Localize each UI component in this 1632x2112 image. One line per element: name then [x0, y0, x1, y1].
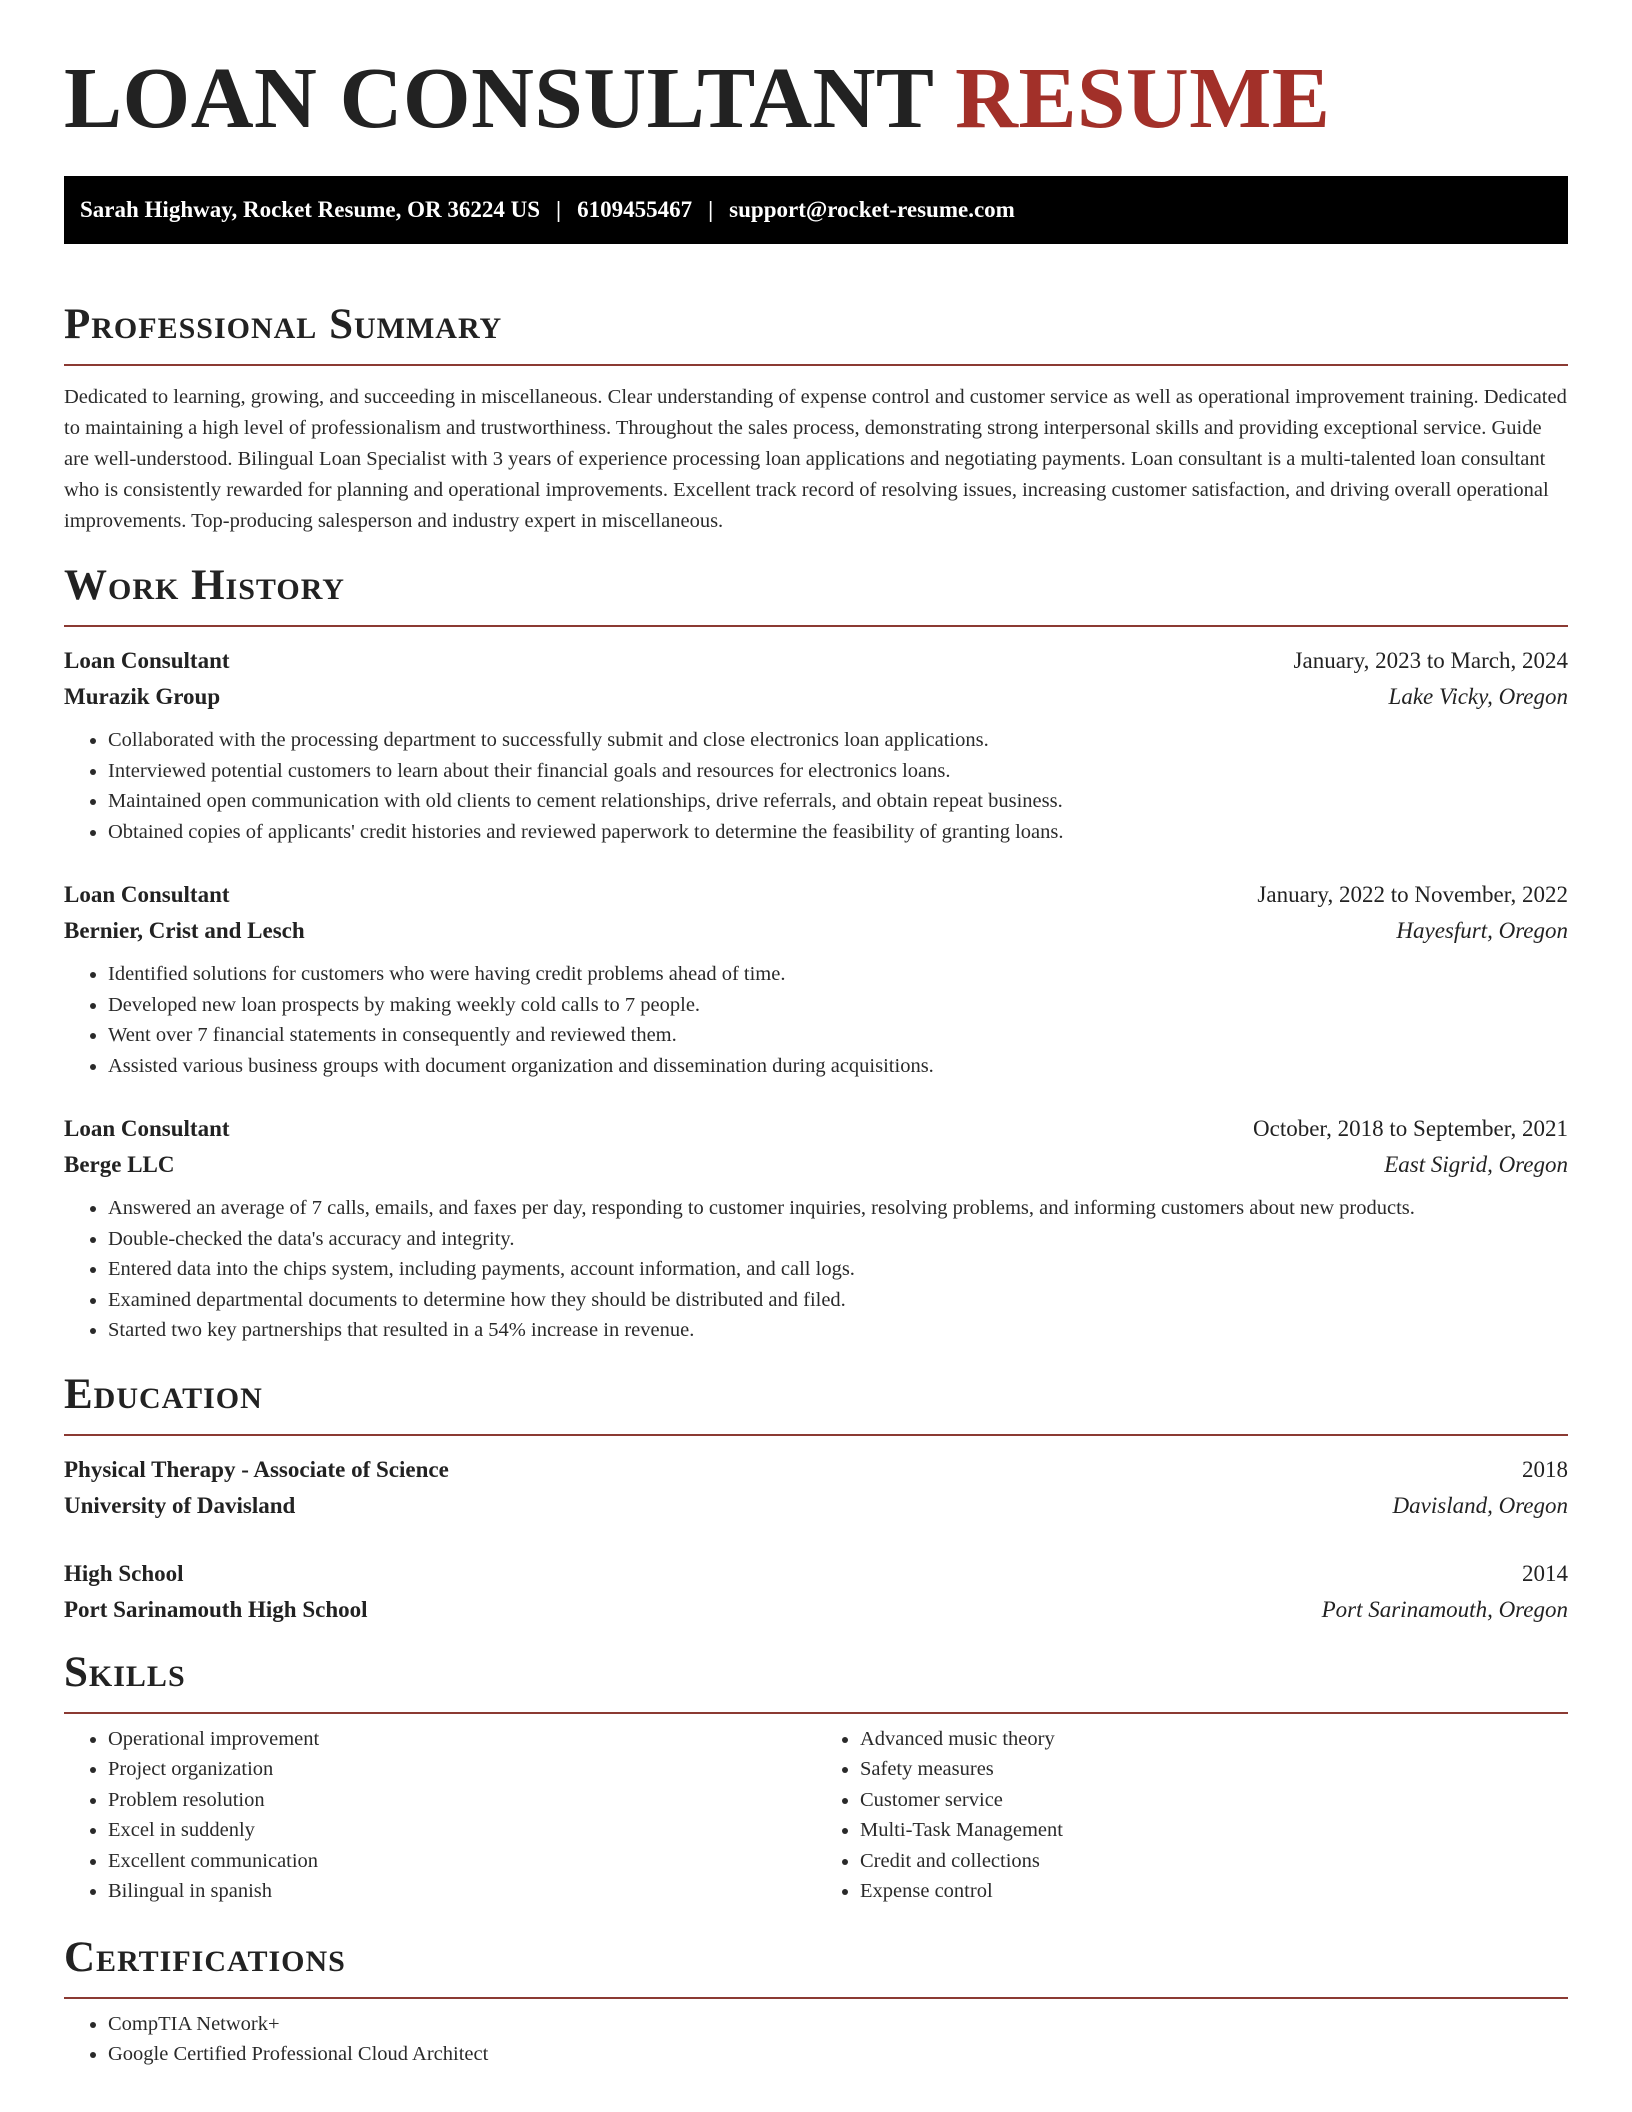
education-school: Port Sarinamouth High School [64, 1596, 368, 1622]
contact-address: Sarah Highway, Rocket Resume, OR 36224 US [80, 197, 541, 222]
job-dates: January, 2022 to November, 2022 [1257, 882, 1568, 907]
resume-page [64, 0, 1568, 2070]
education-degree: High School [64, 1560, 184, 1586]
job-bullet: • Identified solutions for customers who were having credit problems ahead of time. [108, 959, 1568, 990]
job-title: Loan Consultant [64, 648, 230, 673]
certification-item: • CompTIA Network+ [108, 2009, 1568, 2040]
education-degree: Physical Therapy - Associate of Science [64, 1456, 449, 1482]
job-bullet: • Interviewed potential customers to learn about their financial goals and resources for electronics loans. [108, 756, 1568, 787]
job-entry [64, 643, 1568, 847]
skill-item: • Advanced music theory [860, 1724, 1568, 1755]
section-heading-work-history: Work History [64, 561, 1568, 627]
summary-text: Dedicated to learning, growing, and succeeding in miscellaneous. Clear understanding of expense control and customer service as well as operational improvement training. Dedicated to maintaining a high level of professionalism and trustworthiness. Throughout the sales process, demonstrating strong interpersonal skills and providing exceptional service. Guide are well-understood. Bilingual Loan Specialist with 3 years of experience processing loan applications and negotiating payments. Loan consultant is a multi-talented loan consultant who is consistently rewarded for planning and operational improvements. Excellent track record of resolving issues, increasing customer satisfaction, and driving overall operational improvements. Top-producing salesperson and industry expert in miscellaneous. [64, 386, 1567, 532]
job-title: Loan Consultant [64, 882, 230, 907]
skill-item: • Customer service [860, 1785, 1568, 1816]
education-section [64, 1370, 1568, 1628]
section-heading-education: Education [64, 1370, 1568, 1436]
job-company: Murazik Group [64, 684, 221, 709]
skill-item: • Project organization [108, 1754, 816, 1785]
skill-item: • Multi-Task Management [860, 1815, 1568, 1846]
contact-phone: 6109455467 [577, 197, 693, 222]
skill-item: • Excellent communication [108, 1846, 816, 1877]
job-bullets [64, 959, 1568, 1081]
section-heading-skills: Skills [64, 1648, 1568, 1714]
resume-title [64, 0, 1568, 146]
contact-email[interactable]: support@rocket-resume.com [729, 197, 1015, 222]
skills-section [64, 1648, 1568, 1907]
job-company-row [64, 1147, 1568, 1183]
skill-item: • Excel in suddenly [108, 1815, 816, 1846]
job-location: East Sigrid, Oregon [1384, 1152, 1568, 1177]
job-bullet: • Collaborated with the processing department to successfully submit and close electronics loan applications. [108, 725, 1568, 756]
contact-bar [64, 176, 1568, 244]
skill-item: • Problem resolution [108, 1785, 816, 1816]
job-bullet: • Developed new loan prospects by making weekly cold calls to 7 people. [108, 990, 1568, 1021]
section-heading-certifications: Certifications [64, 1933, 1568, 1999]
contact-separator: | [708, 197, 714, 222]
education-school-row [64, 1488, 1568, 1524]
skill-item: • Safety measures [860, 1754, 1568, 1785]
job-entry [64, 877, 1568, 1081]
skill-item: • Bilingual in spanish [108, 1876, 816, 1907]
education-entry [64, 1556, 1568, 1628]
job-bullets [64, 725, 1568, 847]
job-location: Lake Vicky, Oregon [1388, 684, 1568, 709]
certification-item: • Google Certified Professional Cloud Architect [108, 2039, 1568, 2070]
education-entry [64, 1452, 1568, 1524]
summary-section [64, 300, 1568, 537]
skill-item: • Operational improvement [108, 1724, 816, 1755]
title-main: LOAN CONSULTANT [64, 49, 933, 146]
job-company-row [64, 679, 1568, 715]
education-location: Port Sarinamouth, Oregon [1321, 1596, 1568, 1622]
education-school: University of Davisland [64, 1492, 296, 1518]
job-bullet: • Assisted various business groups with document organization and dissemination during acquisitions. [108, 1051, 1568, 1082]
job-dates: January, 2023 to March, 2024 [1293, 648, 1568, 673]
job-bullet: • Maintained open communication with old clients to cement relationships, drive referrals, and obtain repeat business. [108, 786, 1568, 817]
job-bullet: • Answered an average of 7 calls, emails, and faxes per day, responding to customer inquiries, resolving problems, and informing customers about new products. [108, 1193, 1568, 1224]
title-accent: RESUME [955, 49, 1331, 146]
education-year: 2014 [1522, 1560, 1568, 1586]
job-bullet: • Double-checked the data's accuracy and integrity. [108, 1224, 1568, 1255]
skills-list-right [816, 1724, 1568, 1907]
job-bullet: • Examined departmental documents to determine how they should be distributed and filed. [108, 1285, 1568, 1316]
certifications-section [64, 1933, 1568, 2070]
job-company: Berge LLC [64, 1152, 175, 1177]
education-degree-row [64, 1452, 1568, 1488]
certifications-list [64, 2009, 1568, 2070]
skills-list-left [64, 1724, 816, 1907]
job-bullet: • Started two key partnerships that resulted in a 54% increase in revenue. [108, 1315, 1568, 1346]
job-bullet: • Went over 7 financial statements in consequently and reviewed them. [108, 1020, 1568, 1051]
education-school-row [64, 1592, 1568, 1628]
job-title-row [64, 1111, 1568, 1147]
job-title: Loan Consultant [64, 1116, 230, 1141]
skills-columns [64, 1714, 1568, 1907]
job-bullet: • Obtained copies of applicants' credit histories and reviewed paperwork to determine the feasibility of granting loans. [108, 817, 1568, 848]
work-history-section [64, 561, 1568, 1346]
job-bullets [64, 1193, 1568, 1346]
job-title-row [64, 877, 1568, 913]
job-company-row [64, 913, 1568, 949]
job-title-row [64, 643, 1568, 679]
skill-item: • Expense control [860, 1876, 1568, 1907]
job-bullet: • Entered data into the chips system, including payments, account information, and call logs. [108, 1254, 1568, 1285]
education-location: Davisland, Oregon [1392, 1492, 1568, 1518]
contact-separator: | [556, 197, 562, 222]
job-entry [64, 1111, 1568, 1346]
skill-item: • Credit and collections [860, 1846, 1568, 1877]
section-heading-summary: Professional Summary [64, 300, 1568, 366]
education-year: 2018 [1522, 1456, 1568, 1482]
job-location: Hayesfurt, Oregon [1396, 918, 1568, 943]
job-dates: October, 2018 to September, 2021 [1253, 1116, 1568, 1141]
education-degree-row [64, 1556, 1568, 1592]
job-company: Bernier, Crist and Lesch [64, 918, 305, 943]
